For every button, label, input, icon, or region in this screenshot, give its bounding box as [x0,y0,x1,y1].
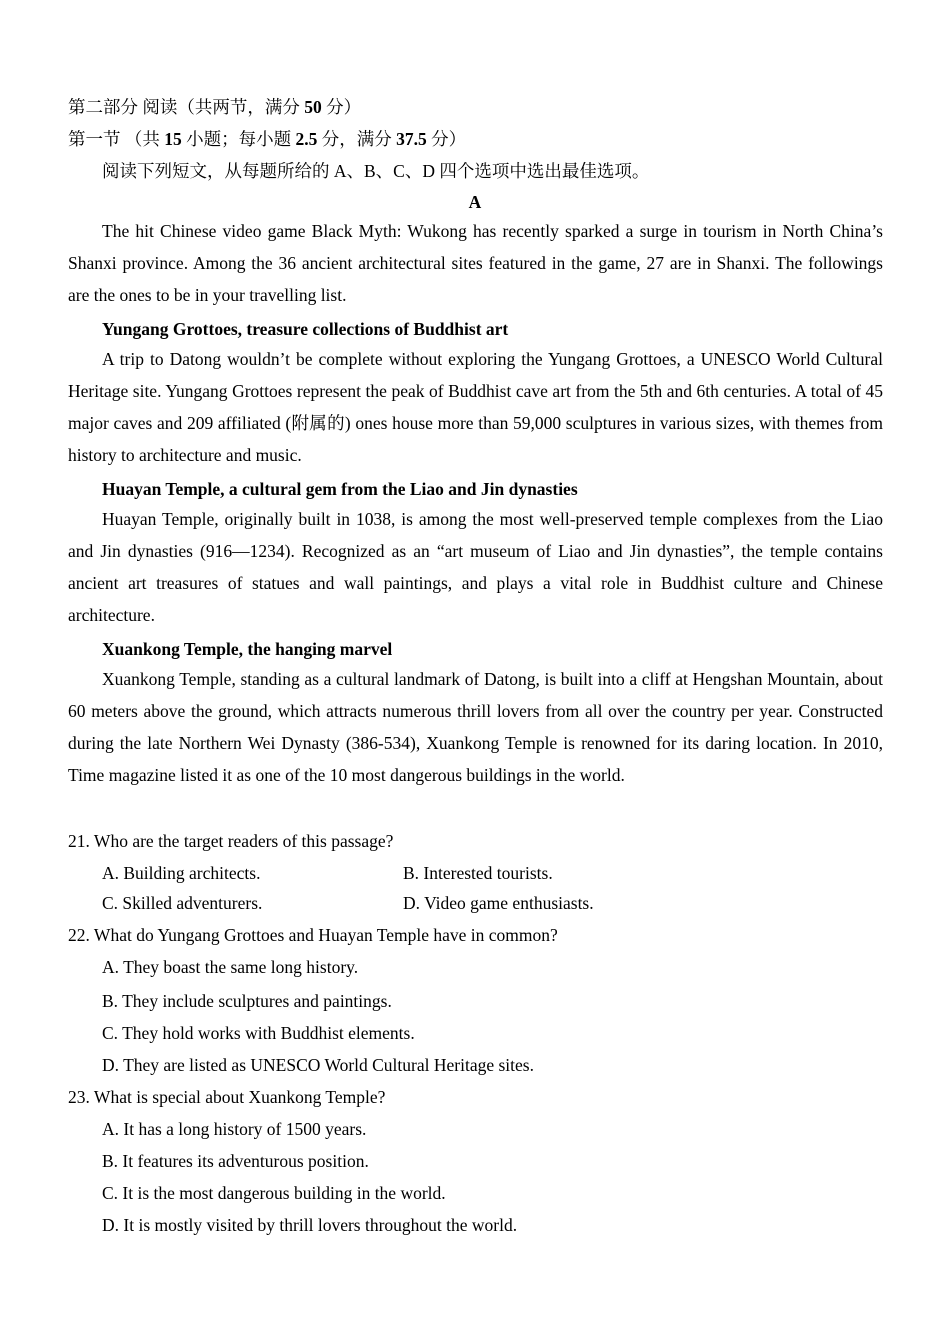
part-heading-text-end: 分） [321,97,362,117]
option-d[interactable]: D. Video game enthusiasts. [403,893,594,913]
question-stem: 21. Who are the target readers of this passage? [68,831,394,851]
section-body-yungang-text: A trip to Datong wouldn’t be complete without exploring the Yungang Grottoes, a UNESCO World Cultural Heritage site. Yungang Grottoes represent the peak of Buddhist cave art from the 5th and 6th centuries. A total of 45 major caves and 209 affiliated (附属的) ones house more than 59,000 sculptures in various sizes, with themes from history to architecture and music. [68,349,883,465]
passage-intro-text: The hit Chinese video game Black Myth: Wukong has recently sparked a surge in tourism in North China’s Shanxi province. Among the 36 ancient architectural sites featured in the game, 27 are in Shanxi. The followings are the ones to be in your travelling list. [68,221,883,305]
part-score: 50 [304,97,322,117]
option-d[interactable]: D. It is mostly visited by thrill lovers throughout the world. [102,1215,518,1235]
section-per-score: 2.5 [295,129,318,149]
instruction: 阅读下列短文，从每题所给的 A、B、C、D 四个选项中选出最佳选项。 [102,161,650,181]
option-b[interactable]: B. It features its adventurous position. [102,1151,369,1171]
part-heading [68,96,361,118]
section-text-4: 分） [426,129,467,149]
option-c[interactable]: C. They hold works with Buddhist elements. [102,1023,415,1043]
section-text-3: 分，满分 [317,129,397,149]
option-d[interactable]: D. They are listed as UNESCO World Cultural Heritage sites. [102,1055,534,1075]
question-stem: 22. What do Yungang Grottoes and Huayan Temple have in common? [68,925,558,945]
section-question-count: 15 [164,129,182,149]
section-heading [68,128,466,150]
section-heading-xuankong: Xuankong Temple, the hanging marvel [102,639,393,659]
passage-label: A [468,192,482,212]
section-body-xuankong [68,663,883,791]
option-b[interactable]: B. They include sculptures and paintings. [102,991,392,1011]
section-body-huayan [68,503,883,631]
section-text-1: 第一节 （共 [68,129,165,149]
part-heading-text: 第二部分 阅读（共两节，满分 [68,97,305,117]
question-stem: 23. What is special about Xuankong Temple? [68,1087,386,1107]
option-a[interactable]: A. It has a long history of 1500 years. [102,1119,367,1139]
section-heading-huayan: Huayan Temple, a cultural gem from the Liao and Jin dynasties [102,479,578,499]
section-text-2: 小题；每小题 [181,129,296,149]
section-total-score: 37.5 [396,129,427,149]
section-heading-yungang: Yungang Grottoes, treasure collections of Buddhist art [102,319,509,339]
option-a[interactable]: A. They boast the same long history. [102,957,359,977]
section-body-xuankong-text: Xuankong Temple, standing as a cultural landmark of Datong, is built into a cliff at Hengshan Mountain, about 60 meters above the ground, which attracts numerous thrill lovers from all over the country per year. Constructed during the late Northern Wei Dynasty (386-534), Xuankong Temple is renowned for its daring location. In 2010, Time magazine listed it as one of the 10 most dangerous buildings in the world. [68,669,883,785]
option-c[interactable]: C. Skilled adventurers. [102,893,263,913]
option-a[interactable]: A. Building architects. [102,863,261,883]
option-b[interactable]: B. Interested tourists. [403,863,553,883]
section-body-yungang [68,343,883,471]
passage-intro [68,215,883,311]
option-c[interactable]: C. It is the most dangerous building in the world. [102,1183,446,1203]
section-body-huayan-text: Huayan Temple, originally built in 1038, is among the most well-preserved temple complexes from the Liao and Jin dynasties (916—1234). Recognized as an “art museum of Liao and Jin dynasties”, the temple contains ancient art treasures of statues and wall paintings, and plays a vital role in Buddhist culture and Chinese architecture. [68,509,883,625]
